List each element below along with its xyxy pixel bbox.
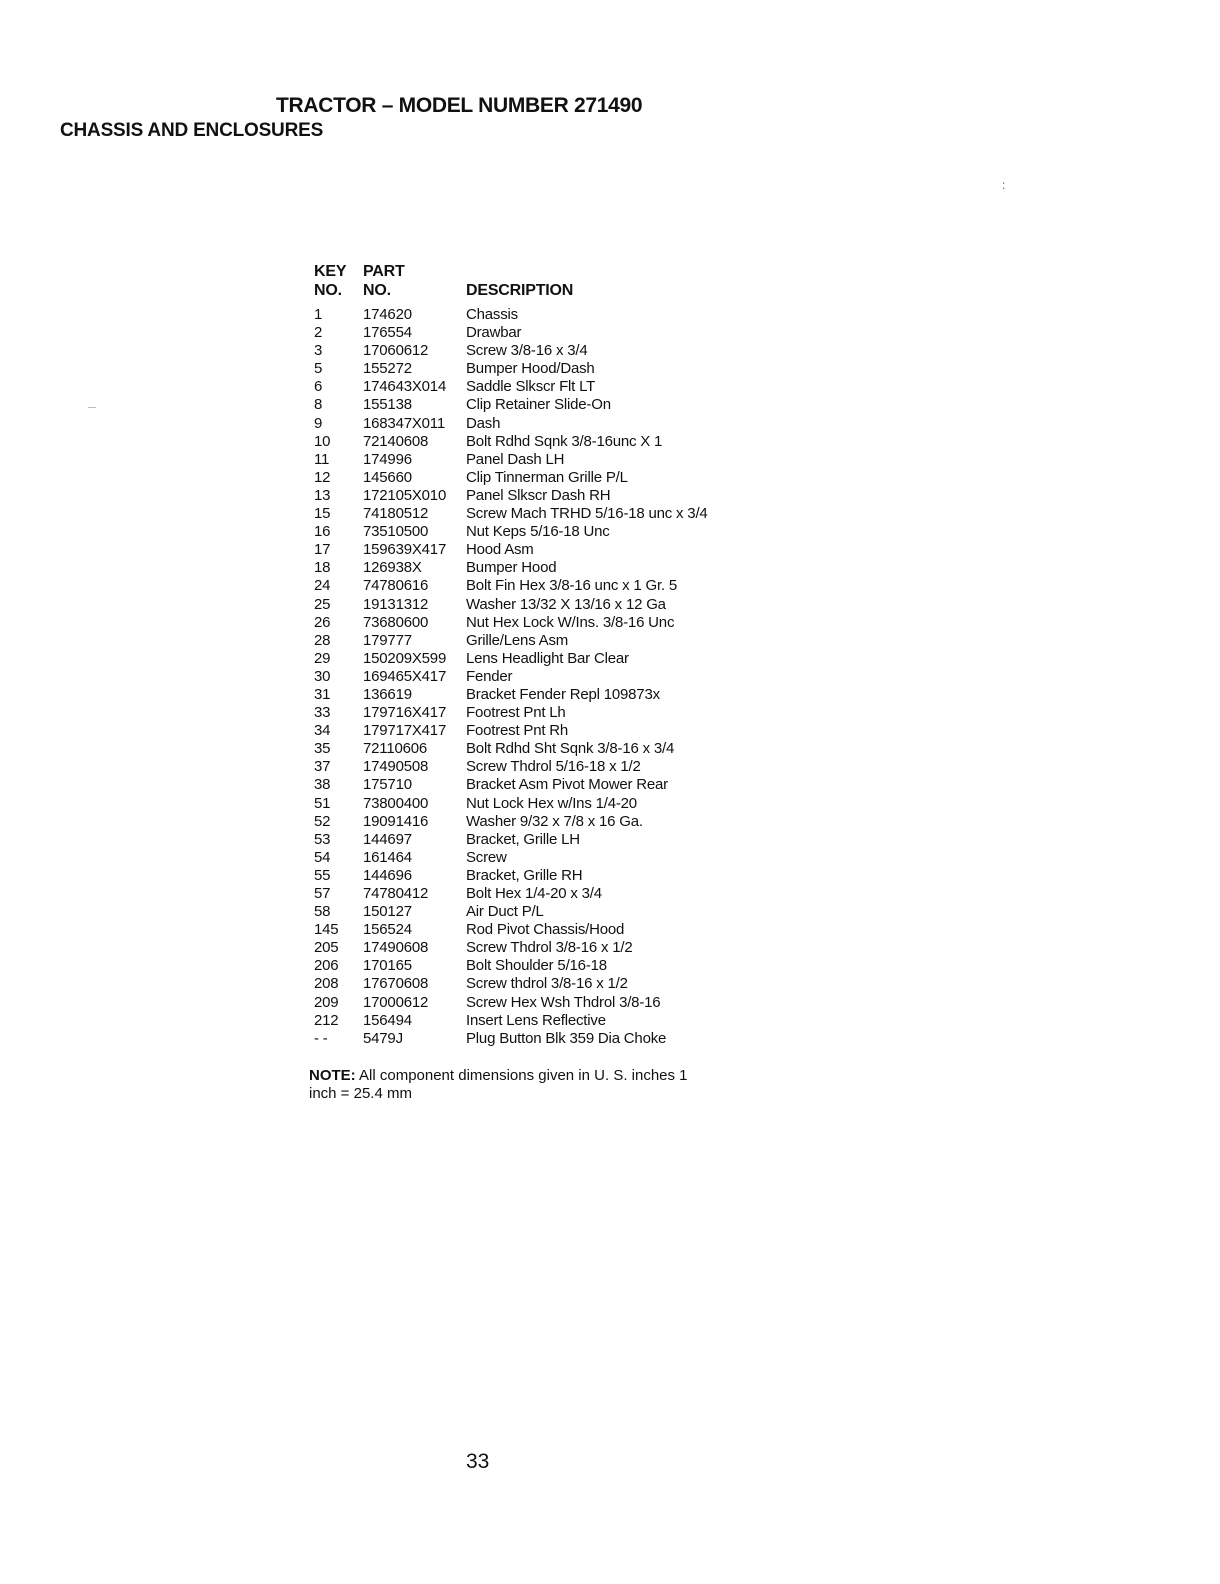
description-cell: Hood Asm xyxy=(466,541,534,559)
description-cell: Screw Mach TRHD 5/16-18 unc x 3/4 xyxy=(466,505,708,523)
description-cell: Bolt Shoulder 5/16-18 xyxy=(466,957,607,975)
table-row xyxy=(314,451,766,469)
description-cell: Footrest Pnt Lh xyxy=(466,704,566,722)
part-number-cell: 169465X417 xyxy=(363,667,447,685)
key-cell: 8 xyxy=(314,396,323,414)
key-cell: 9 xyxy=(314,414,323,432)
table-row xyxy=(314,1012,766,1030)
table-row xyxy=(314,831,766,849)
parts-table-body xyxy=(314,306,766,1048)
key-cell: 26 xyxy=(314,613,331,631)
description-cell: Lens Headlight Bar Clear xyxy=(466,649,629,667)
header-row-1 xyxy=(314,262,766,281)
description-cell: Clip Tinnerman Grille P/L xyxy=(466,468,628,486)
key-cell: 212 xyxy=(314,1011,339,1029)
table-row xyxy=(314,650,766,668)
table-row xyxy=(314,758,766,776)
description-cell: Panel Slkscr Dash RH xyxy=(466,486,611,504)
key-header-line2: NO. xyxy=(314,282,342,299)
parts-table-header xyxy=(314,262,766,306)
part-number-cell: 172105X010 xyxy=(363,486,447,504)
part-number-cell: 159639X417 xyxy=(363,541,447,559)
table-row xyxy=(314,921,766,939)
description-cell: Screw Thdrol 5/16-18 x 1/2 xyxy=(466,758,641,776)
part-number-cell: 17060612 xyxy=(363,342,429,360)
key-cell: 16 xyxy=(314,523,331,541)
part-number-cell: 175710 xyxy=(363,776,412,794)
description-cell: Washer 13/32 X 13/16 x 12 Ga xyxy=(466,595,666,613)
table-row xyxy=(314,686,766,704)
key-cell: 3 xyxy=(314,342,323,360)
description-cell: Nut Keps 5/16-18 Unc xyxy=(466,523,610,541)
key-cell: 57 xyxy=(314,885,331,902)
note xyxy=(309,1067,689,1103)
table-row xyxy=(314,704,766,722)
table-row xyxy=(314,722,766,740)
key-cell: 145 xyxy=(314,921,339,939)
key-header-line1: KEY xyxy=(314,263,347,280)
part-header-line2: NO. xyxy=(363,282,391,299)
key-cell: 1 xyxy=(314,306,323,323)
description-cell: Washer 9/32 x 7/8 x 16 Ga. xyxy=(466,812,643,830)
description-cell: Bolt Fin Hex 3/8-16 unc x 1 Gr. 5 xyxy=(466,577,678,595)
part-number-cell: 17000612 xyxy=(363,993,429,1011)
key-cell: 54 xyxy=(314,848,331,866)
parts-table xyxy=(314,262,766,1048)
key-cell: 11 xyxy=(314,450,330,468)
part-number-cell: 17490508 xyxy=(363,758,429,776)
part-number-cell: 174620 xyxy=(363,306,412,323)
description-cell: Bolt Rdhd Sqnk 3/8-16unc X 1 xyxy=(466,432,663,450)
description-cell: Rod Pivot Chassis/Hood xyxy=(466,921,625,939)
description-cell: Footrest Pnt Rh xyxy=(466,722,569,740)
part-number-cell: 161464 xyxy=(363,848,412,866)
table-row xyxy=(314,849,766,867)
section-subtitle: CHASSIS AND ENCLOSURES xyxy=(60,120,324,141)
description-cell: Bracket Fender Repl 109873x xyxy=(466,685,660,703)
table-row xyxy=(314,378,766,396)
part-number-cell: 73680600 xyxy=(363,613,429,631)
part-number-cell: 179716X417 xyxy=(363,704,447,722)
table-row xyxy=(314,469,766,487)
table-row xyxy=(314,596,766,614)
key-cell: 25 xyxy=(314,595,331,613)
description-cell: Bracket, Grille RH xyxy=(466,866,583,884)
part-number-cell: 136619 xyxy=(363,685,412,703)
key-cell: 208 xyxy=(314,975,339,993)
part-number-cell: 155138 xyxy=(363,396,412,414)
part-number-cell: 145660 xyxy=(363,468,412,486)
key-cell: 17 xyxy=(314,541,331,559)
table-row xyxy=(314,577,766,595)
key-cell: 52 xyxy=(314,812,331,830)
table-row xyxy=(314,342,766,360)
key-cell: 51 xyxy=(314,794,331,812)
part-number-cell: 168347X011 xyxy=(363,414,445,432)
key-cell: 18 xyxy=(314,559,331,577)
key-cell: 33 xyxy=(314,704,331,722)
key-cell: 15 xyxy=(314,505,331,523)
part-number-cell: 174996 xyxy=(363,450,412,468)
key-cell: 12 xyxy=(314,468,331,486)
table-row xyxy=(314,487,766,505)
key-cell: 6 xyxy=(314,378,323,396)
key-cell: 31 xyxy=(314,685,331,703)
stray-dash xyxy=(88,407,96,408)
part-number-cell: 144697 xyxy=(363,830,412,848)
table-row xyxy=(314,776,766,794)
key-cell: 2 xyxy=(314,324,323,342)
part-number-cell: 126938X xyxy=(363,559,422,577)
description-cell: Insert Lens Reflective xyxy=(466,1011,606,1029)
key-cell: 24 xyxy=(314,577,331,595)
description-cell: Screw thdrol 3/8-16 x 1/2 xyxy=(466,975,628,993)
table-row xyxy=(314,541,766,559)
table-row xyxy=(314,614,766,632)
part-number-cell: 73510500 xyxy=(363,523,429,541)
part-number-cell: 17670608 xyxy=(363,975,429,993)
key-cell: 58 xyxy=(314,903,331,921)
key-cell: 35 xyxy=(314,740,331,758)
table-row xyxy=(314,632,766,650)
part-number-cell: 17490608 xyxy=(363,939,429,957)
table-row xyxy=(314,975,766,993)
page-title: TRACTOR – MODEL NUMBER 271490 xyxy=(276,94,643,117)
description-cell: Nut Lock Hex w/Ins 1/4-20 xyxy=(466,794,637,812)
key-cell: 37 xyxy=(314,758,331,776)
part-number-cell: 174643X014 xyxy=(363,378,447,396)
description-cell: Panel Dash LH xyxy=(466,450,565,468)
table-row xyxy=(314,668,766,686)
description-cell: Bracket Asm Pivot Mower Rear xyxy=(466,776,668,794)
part-number-cell: 176554 xyxy=(363,324,412,342)
key-cell: 10 xyxy=(314,432,331,450)
part-number-cell: 5479J xyxy=(363,1029,403,1047)
description-cell: Drawbar xyxy=(466,324,522,342)
part-number-cell: 19091416 xyxy=(363,812,429,830)
description-cell: Plug Button Blk 359 Dia Choke xyxy=(466,1029,667,1047)
part-number-cell: 72110606 xyxy=(363,740,428,758)
table-row xyxy=(314,795,766,813)
description-cell: Air Duct P/L xyxy=(466,903,544,921)
note-label: NOTE: xyxy=(309,1067,356,1084)
table-row xyxy=(314,903,766,921)
part-number-cell: 156524 xyxy=(363,921,412,939)
description-cell: Screw Thdrol 3/8-16 x 1/2 xyxy=(466,939,633,957)
table-row xyxy=(314,396,766,414)
description-cell: Saddle Slkscr Flt LT xyxy=(466,378,596,396)
description-cell: Grille/Lens Asm xyxy=(466,631,569,649)
part-number-cell: 74780412 xyxy=(363,885,429,902)
part-number-cell: 170165 xyxy=(363,957,412,975)
table-row xyxy=(314,740,766,758)
page-number: 33 xyxy=(466,1450,490,1473)
part-number-cell: 72140608 xyxy=(363,432,429,450)
table-row xyxy=(314,885,766,903)
description-cell: Nut Hex Lock W/Ins. 3/8-16 Unc xyxy=(466,613,675,631)
key-cell: 5 xyxy=(314,360,323,378)
description-cell: Bumper Hood/Dash xyxy=(466,360,595,378)
key-cell: - - xyxy=(314,1029,328,1047)
description-cell: Dash xyxy=(466,414,501,432)
key-cell: 34 xyxy=(314,722,331,740)
table-row xyxy=(314,523,766,541)
table-row xyxy=(314,360,766,378)
key-cell: 29 xyxy=(314,649,331,667)
key-cell: 55 xyxy=(314,866,331,884)
table-row xyxy=(314,994,766,1012)
description-cell: Clip Retainer Slide-On xyxy=(466,396,611,414)
table-row xyxy=(314,433,766,451)
description-cell: Chassis xyxy=(466,306,518,323)
part-number-cell: 156494 xyxy=(363,1011,412,1029)
table-row xyxy=(314,1030,766,1048)
table-row xyxy=(314,505,766,523)
description-header: DESCRIPTION xyxy=(466,282,574,299)
description-cell: Bumper Hood xyxy=(466,559,557,577)
table-row xyxy=(314,813,766,831)
description-cell: Bolt Rdhd Sht Sqnk 3/8-16 x 3/4 xyxy=(466,740,675,758)
part-number-cell: 19131312 xyxy=(363,595,429,613)
table-row xyxy=(314,306,766,324)
key-cell: 28 xyxy=(314,631,331,649)
key-cell: 13 xyxy=(314,486,331,504)
part-number-cell: 150209X599 xyxy=(363,649,447,667)
stray-mark: : xyxy=(1002,178,1006,192)
part-number-cell: 73800400 xyxy=(363,794,429,812)
table-row xyxy=(314,559,766,577)
part-header-line1: PART xyxy=(363,263,405,280)
description-header-spacer xyxy=(466,262,766,281)
description-cell: Screw 3/8-16 x 3/4 xyxy=(466,342,588,360)
description-cell: Bracket, Grille LH xyxy=(466,830,580,848)
table-row xyxy=(314,867,766,885)
table-row xyxy=(314,939,766,957)
part-number-cell: 74180512 xyxy=(363,505,429,523)
header-row-2 xyxy=(314,281,766,306)
description-cell: Fender xyxy=(466,667,513,685)
key-cell: 53 xyxy=(314,830,331,848)
key-cell: 30 xyxy=(314,667,331,685)
key-cell: 205 xyxy=(314,939,339,957)
key-cell: 38 xyxy=(314,776,331,794)
table-row xyxy=(314,324,766,342)
key-cell: 206 xyxy=(314,957,339,975)
table-row xyxy=(314,415,766,433)
part-number-cell: 74780616 xyxy=(363,577,429,595)
description-cell: Screw Hex Wsh Thdrol 3/8-16 xyxy=(466,993,661,1011)
part-number-cell: 150127 xyxy=(363,903,412,921)
note-text: All component dimensions given in U. S. inches 1 inch = 25.4 mm xyxy=(309,1067,688,1102)
part-number-cell: 179777 xyxy=(363,631,412,649)
key-cell: 209 xyxy=(314,993,339,1011)
table-row xyxy=(314,957,766,975)
part-number-cell: 144696 xyxy=(363,866,412,884)
part-number-cell: 155272 xyxy=(363,360,412,378)
description-cell: Bolt Hex 1/4-20 x 3/4 xyxy=(466,885,602,902)
description-cell: Screw xyxy=(466,848,507,866)
part-number-cell: 179717X417 xyxy=(363,722,447,740)
